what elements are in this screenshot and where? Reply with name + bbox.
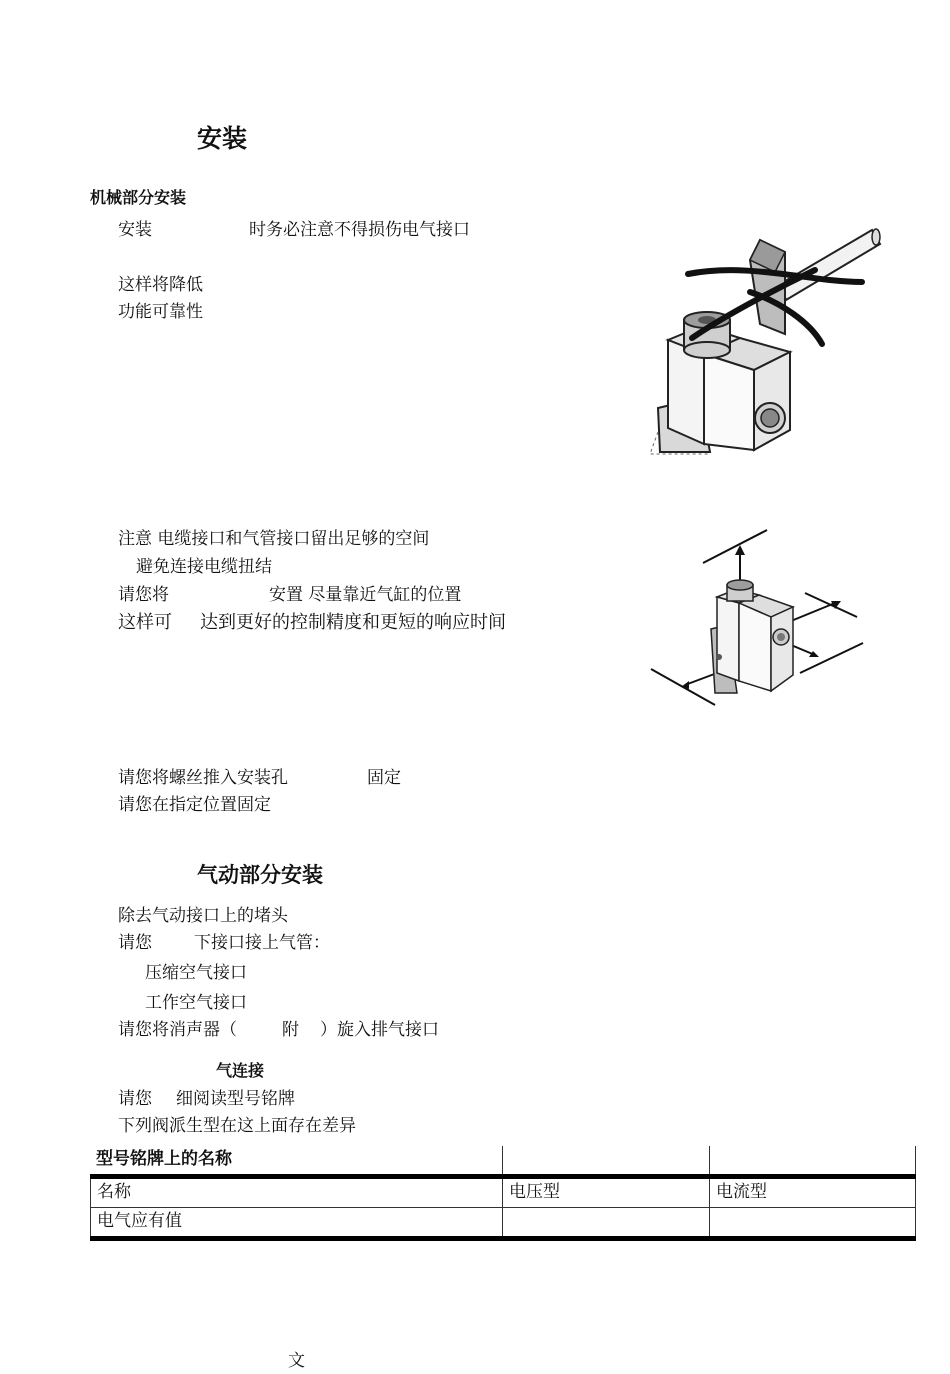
table-cell [502,1208,709,1236]
text-line: 这样可 [118,612,172,633]
table-header-cell: 型号铭牌上的名称 [96,1149,232,1169]
text-line: 避免连接电缆扭结 [136,557,272,577]
table-cell: 电压型 [502,1179,709,1207]
text-line: 请您在指定位置固定 [118,795,271,815]
page-footer: 文 [288,1351,305,1371]
text-line: 细阅读型号铭牌 [176,1089,295,1109]
section-heading-mechanical: 机械部分安装 [90,188,187,207]
text-line: 下接口接上气管： [194,933,330,953]
table-header-row [90,1146,916,1179]
text-line: 请您将消声器（ [118,1020,237,1040]
nameplate-table [90,1146,916,1241]
table-header-cell [502,1146,709,1174]
table-cell: 名称 [90,1179,502,1207]
text-line: 请您将 [118,585,169,605]
table-cell: 电气应有值 [90,1208,502,1236]
text-line: 功能可靠性 [118,302,203,322]
text-line: 这样将降低 [118,275,203,295]
text-line: 请您将螺丝推入安装孔 [118,768,288,788]
table-cell: 电流型 [709,1179,916,1207]
page-title: 安装 [197,124,248,153]
text-line: 压缩空气接口 [145,963,247,983]
table-row [90,1179,916,1208]
text-line: 注意 电缆接口和气管接口留出足够的空间 [118,529,430,549]
text-line: 固定 [367,768,401,788]
table-row [90,1208,916,1241]
section-heading-pneumatic: 气动部分安装 [197,863,323,887]
text-line: 安装 [118,220,152,240]
clearance-illustration [645,525,875,715]
text-line: ）旋入排气接口 [320,1020,439,1040]
text-line: 达到更好的控制精度和更短的响应时间 [200,612,506,633]
text-line: 请您 [118,1089,152,1109]
text-line: 下列阀派生型在这上面存在差异 [118,1116,356,1136]
text-line: 附 [282,1020,299,1040]
text-line: 除去气动接口上的堵头 [118,906,288,926]
text-line: 工作空气接口 [145,993,247,1013]
table-cell [709,1208,916,1236]
hammer-warning-illustration [640,222,900,462]
text-line: 时务必注意不得损伤电气接口 [249,220,470,240]
text-line: 安置 尽量靠近气缸的位置 [269,585,462,605]
table-header-cell [709,1146,916,1174]
text-line: 请您 [118,933,152,953]
section-heading-electrical: 气连接 [216,1061,265,1080]
